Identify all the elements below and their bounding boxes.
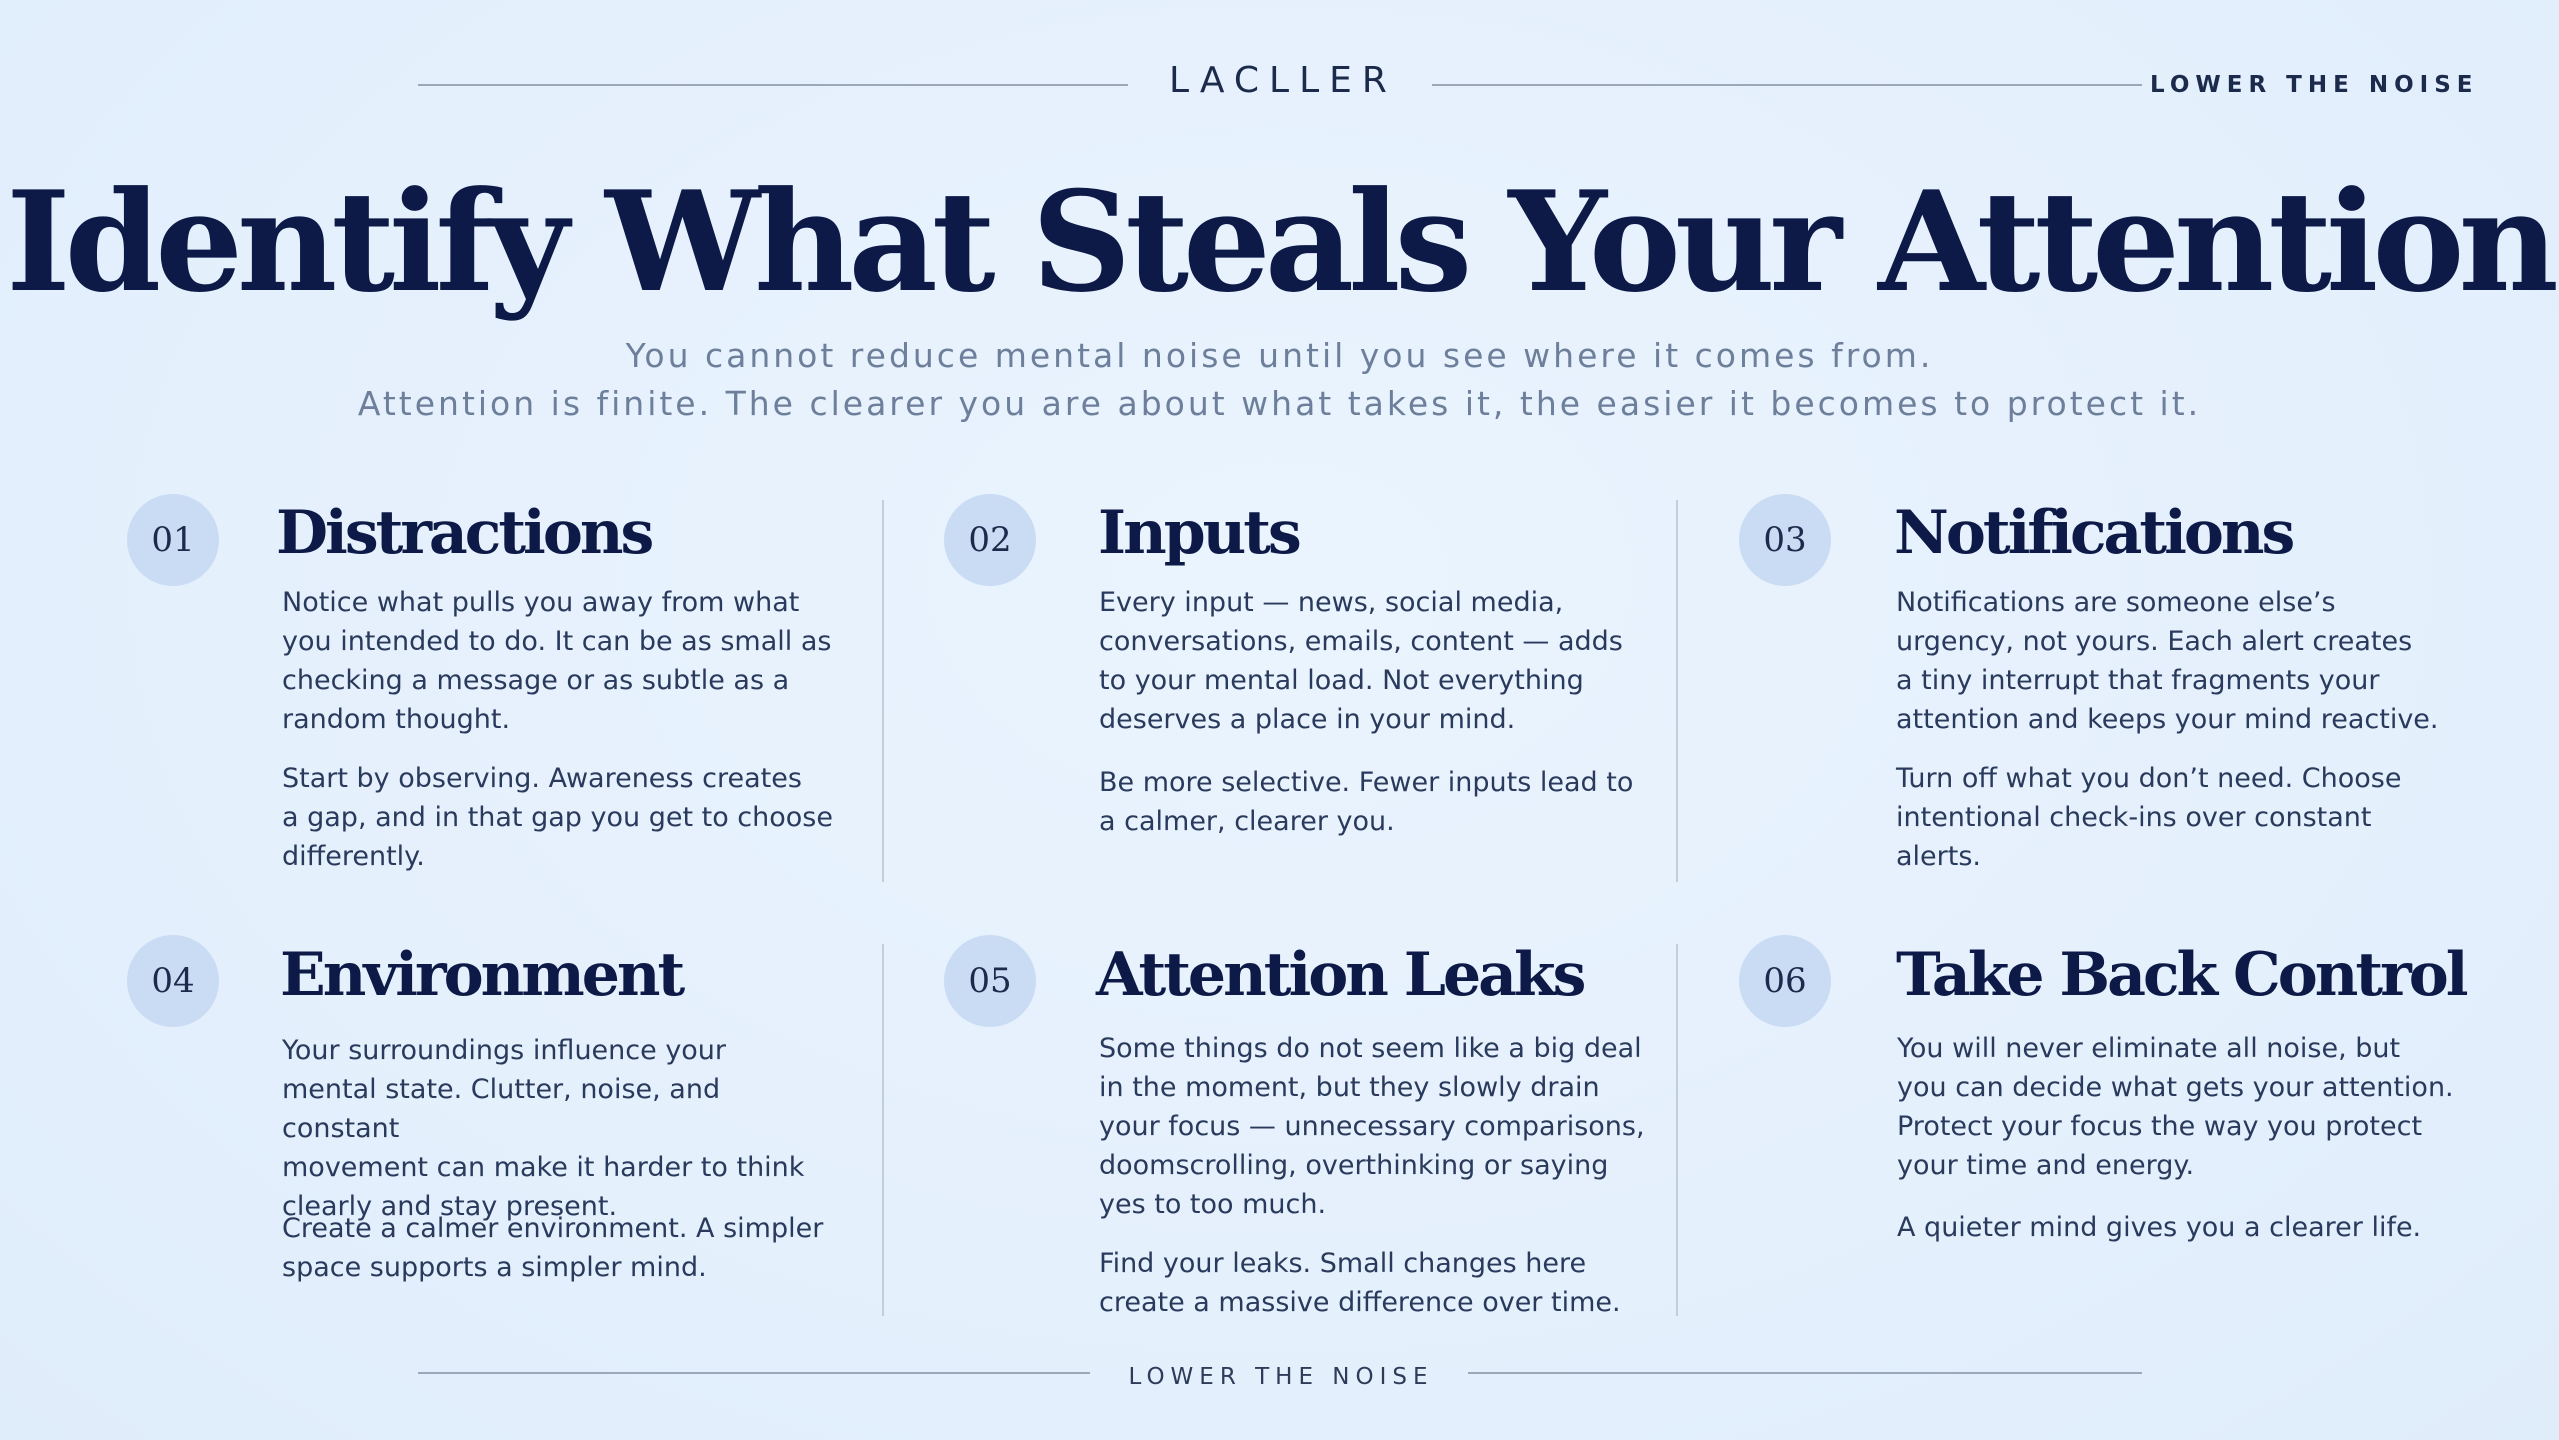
card-number-badge: 03 [1739, 494, 1831, 586]
body-line: You will never eliminate all noise, but [1897, 1033, 2401, 1064]
body-line: Notifications are someone else’s [1896, 587, 2336, 618]
card-body-primary [1099, 583, 1659, 739]
footer-rule-right [1468, 1372, 2142, 1374]
body-line: Create a calmer environment. A simpler [282, 1213, 824, 1244]
body-line: yes to too much. [1099, 1189, 1327, 1220]
column-divider [1676, 944, 1678, 1316]
card-body-secondary [1896, 759, 2456, 876]
body-line: Find your leaks. Small changes here [1099, 1248, 1587, 1279]
card-title: Distractions [276, 498, 652, 568]
body-line: you intended to do. It can be as small as [282, 626, 832, 657]
body-line: intentional check-ins over constant [1896, 802, 2372, 833]
body-line: alerts. [1896, 841, 1981, 872]
body-line: clearly and stay present. [282, 1191, 618, 1222]
card-title: Attention Leaks [1096, 940, 1584, 1010]
page-title: Identify What Steals Your Attention [6, 160, 2553, 323]
card-number-badge: 06 [1739, 935, 1831, 1027]
brand-logo-text: LACLLER [1169, 60, 1397, 101]
footer-rule-left [418, 1372, 1090, 1374]
body-line: to your mental load. Not everything [1099, 665, 1584, 696]
body-line: Protect your focus the way you protect [1897, 1111, 2423, 1142]
body-line: you can decide what gets your attention. [1897, 1072, 2454, 1103]
column-divider [882, 500, 884, 882]
card-body-secondary [1099, 763, 1659, 841]
body-line: Some things do not seem like a big deal [1099, 1033, 1642, 1064]
card-title: Notifications [1894, 498, 2293, 568]
card-title: Environment [280, 940, 683, 1010]
header-tagline: LOWER THE NOISE [2150, 72, 2479, 98]
body-line: Start by observing. Awareness creates [282, 763, 802, 794]
card-number-badge: 05 [944, 935, 1036, 1027]
subtitle-line-2: Attention is finite. The clearer you are about what takes it, the easier it becomes to protect it. [357, 384, 2202, 423]
card-title: Take Back Control [1896, 940, 2466, 1010]
body-line: urgency, not yours. Each alert creates [1896, 626, 2413, 657]
body-line: your focus — unnecessary comparisons, [1099, 1111, 1645, 1142]
card-number-badge: 02 [944, 494, 1036, 586]
body-line: attention and keeps your mind reactive. [1896, 704, 2439, 735]
body-line: A quieter mind gives you a clearer life. [1897, 1212, 2422, 1243]
header-rule-right [1432, 84, 2142, 86]
body-line: Every input — news, social media, [1099, 587, 1564, 618]
card-number-badge: 01 [127, 494, 219, 586]
body-line: movement can make it harder to think [282, 1152, 805, 1183]
subtitle-line-1: You cannot reduce mental noise until you see where it comes from. [625, 336, 1934, 375]
body-line: Be more selective. Fewer inputs lead to [1099, 767, 1634, 798]
body-line: random thought. [282, 704, 511, 735]
body-line: a calmer, clearer you. [1099, 806, 1395, 837]
card-number-badge: 04 [127, 935, 219, 1027]
body-line: doomscrolling, overthinking or saying [1099, 1150, 1609, 1181]
card-body-secondary [1099, 1244, 1659, 1322]
body-line: your time and energy. [1897, 1150, 2195, 1181]
card-body-secondary [282, 1209, 842, 1287]
body-line: differently. [282, 841, 425, 872]
body-line: in the moment, but they slowly drain [1099, 1072, 1600, 1103]
card-title: Inputs [1098, 498, 1299, 568]
body-line: Your surroundings influence your [282, 1035, 727, 1066]
card-body-primary [282, 583, 842, 739]
body-line: conversations, emails, content — adds [1099, 626, 1623, 657]
card-body-primary [1897, 1029, 2517, 1185]
card-body-primary [1099, 1029, 1659, 1224]
body-line: create a massive difference over time. [1099, 1287, 1621, 1318]
body-line: deserves a place in your mind. [1099, 704, 1516, 735]
card-body-secondary [1897, 1208, 2517, 1247]
body-line: Notice what pulls you away from what [282, 587, 800, 618]
body-line: a gap, and in that gap you get to choose [282, 802, 833, 833]
column-divider [882, 944, 884, 1316]
body-line: mental state. Clutter, noise, and constant [282, 1074, 721, 1144]
footer-tagline: LOWER THE NOISE [1128, 1364, 1434, 1390]
body-line: Turn off what you don’t need. Choose [1896, 763, 2402, 794]
column-divider [1676, 500, 1678, 882]
header-rule-left [418, 84, 1128, 86]
body-line: checking a message or as subtle as a [282, 665, 790, 696]
body-line: a tiny interrupt that fragments your [1896, 665, 2380, 696]
card-body-primary [1896, 583, 2496, 739]
body-line: space supports a simpler mind. [282, 1252, 707, 1283]
card-body-primary [282, 1031, 842, 1226]
card-body-secondary [282, 759, 842, 876]
